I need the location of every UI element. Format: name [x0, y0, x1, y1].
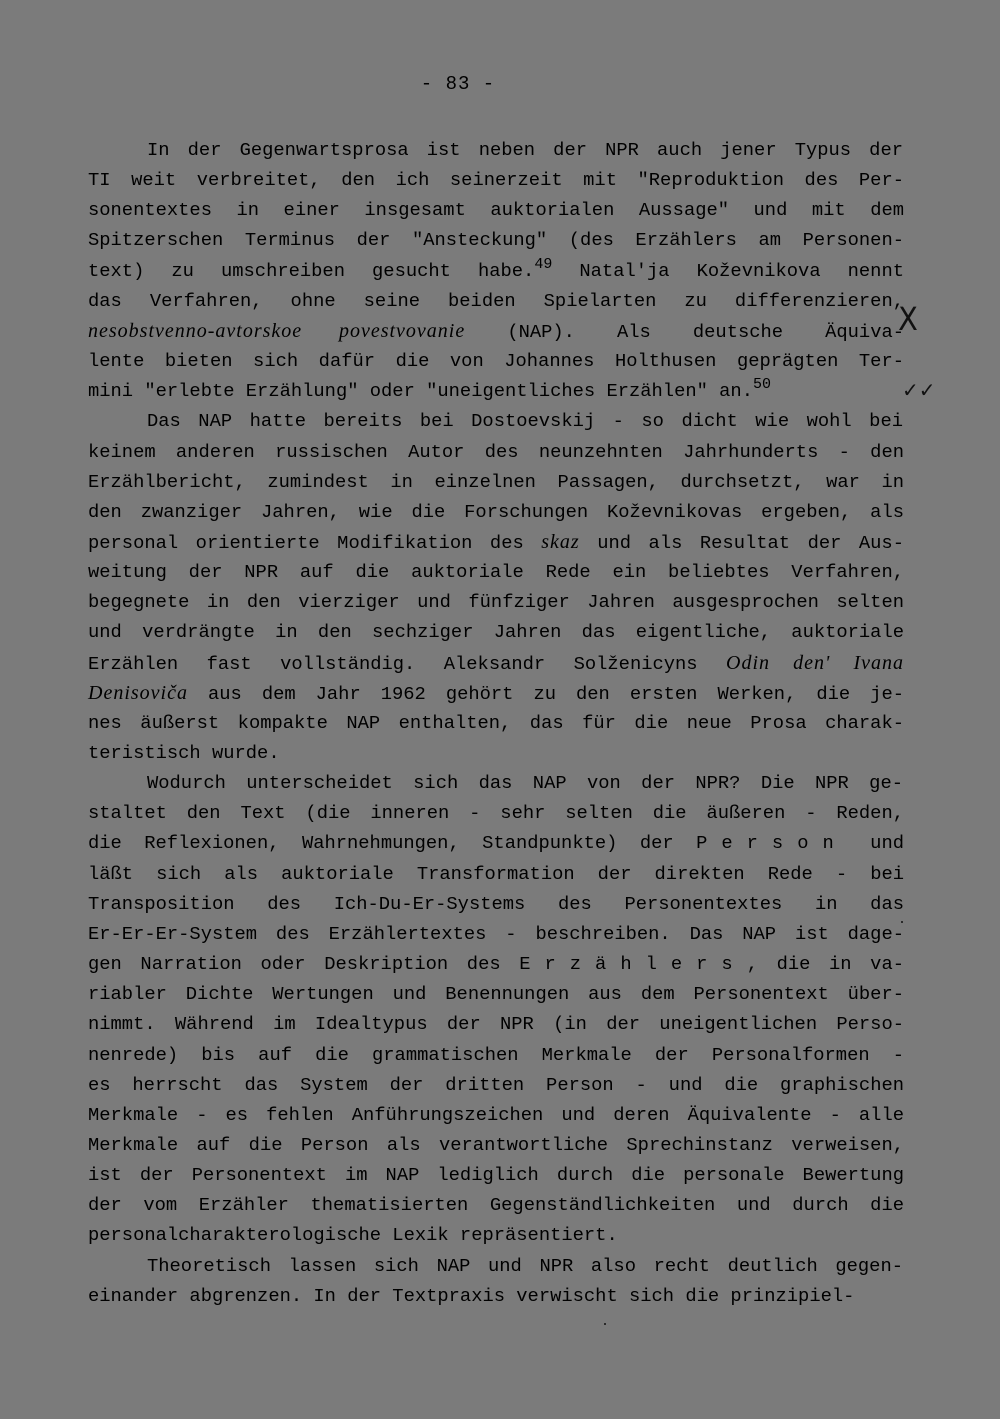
text-line — [88, 587, 904, 617]
text-segment: weitung der NPR auf die auktoriale Rede ein beliebtes Verfahren, — [88, 561, 904, 583]
footnote-ref: 49 — [534, 256, 553, 273]
text-segment: nes äußerst kompakte NAP enthalten, das für die neue Prosa charak- — [88, 712, 904, 734]
text-segment: mini "erlebte Erzählung" oder "uneigentliches Erzählen" an. — [88, 380, 753, 402]
text-segment: Wodurch unterscheidet sich das NAP von der NPR? Die NPR ge- — [147, 772, 903, 794]
text-segment: der vom Erzähler thematisierten Gegenständlichkeiten und durch die — [88, 1194, 904, 1216]
text-line — [88, 256, 904, 286]
text-segment: staltet den Text (die inneren - sehr selten die äußeren - Reden, — [88, 802, 904, 824]
text-segment: gen Narration oder Deskription des — [88, 953, 520, 975]
text-segment: In der Gegenwartsprosa ist neben der NPR auch jener Typus der — [147, 139, 903, 161]
text-line — [88, 346, 904, 376]
text-segment: teristisch wurde. — [88, 742, 280, 764]
text-segment: Er-Er-Er-System des Erzählertextes - beschreiben. Das NAP ist dage- — [88, 923, 904, 945]
text-line — [88, 316, 904, 346]
spaced-emphasis: Erzählers — [519, 953, 747, 975]
text-segment: Erzählen fast vollständig. Aleksandr Solženicyns — [88, 653, 726, 675]
text-line — [88, 949, 904, 979]
text-line — [147, 1251, 903, 1281]
text-segment: Das NAP hatte bereits bei Dostoevskij - so dicht wie wohl bei — [147, 410, 903, 432]
italic-title: Denisoviča — [88, 682, 188, 704]
text-line — [88, 708, 904, 738]
margin-cross-mark: X — [898, 300, 918, 338]
footnote-ref: 50 — [752, 376, 771, 393]
text-segment: sonentextes in einer insgesamt auktorialen Aussage" und mit dem — [88, 199, 904, 221]
text-segment: und als Resultat der Aus- — [579, 532, 904, 554]
text-segment: keinem anderen russischen Autor des neunzehnten Jahrhunderts - den — [88, 441, 904, 463]
text-segment: Erzählbericht, zumindest in einzelnen Passagen, durchsetzt, war in — [88, 471, 904, 493]
text-line — [147, 135, 903, 165]
page-number: - 83 - — [420, 73, 496, 95]
text-line — [88, 919, 904, 949]
text-line — [88, 286, 904, 316]
text-segment: und — [847, 832, 904, 854]
margin-tick-marks: ✓✓ — [902, 378, 936, 402]
text-segment: ist der Personentext im NAP lediglich durch die personale Bewertung — [88, 1164, 904, 1186]
scan-speck — [604, 1323, 606, 1325]
text-segment: aus dem Jahr 1962 gehört zu den ersten Werken, die je- — [187, 683, 904, 705]
text-line — [88, 678, 904, 708]
text-segment: einander abgrenzen. In der Textpraxis verwischt sich die prinzipiel- — [88, 1285, 855, 1307]
text-segment: nenrede) bis auf die grammatischen Merkmale der Personalformen - — [88, 1044, 904, 1066]
text-line — [88, 1100, 904, 1130]
text-segment: Merkmale auf die Person als verantwortliche Sprechinstanz verweisen, — [88, 1134, 904, 1156]
text-line — [88, 195, 904, 225]
text-line — [147, 768, 903, 798]
text-line — [88, 1281, 854, 1311]
text-line — [88, 738, 280, 768]
text-line — [88, 467, 904, 497]
text-line — [88, 1070, 904, 1100]
text-line — [88, 376, 771, 406]
text-segment: (NAP). Als deutsche Äquiva- — [465, 321, 905, 343]
text-segment: Natal'ja Koževnikova nennt — [552, 260, 904, 282]
text-line — [88, 527, 904, 557]
text-line — [88, 225, 904, 255]
text-line — [88, 1190, 904, 1220]
text-segment: Spitzerschen Terminus der "Ansteckung" (des Erzählers am Personen- — [88, 229, 904, 251]
text-segment: nimmt. Während im Idealtypus der NPR (in der uneigentlichen Perso- — [88, 1013, 904, 1035]
text-segment: den zwanziger Jahren, wie die Forschungen Koževnikovas ergeben, als — [88, 501, 904, 523]
italic-title: nesobstvenno-avtorskoe povestvovanie — [88, 320, 466, 342]
text-segment: TI weit verbreitet, den ich seinerzeit mit "Reproduktion des Per- — [88, 169, 904, 191]
spaced-emphasis: Person — [696, 832, 848, 854]
text-line — [88, 1130, 904, 1160]
scan-speck — [901, 921, 903, 923]
text-segment: lente bieten sich dafür die von Johannes Holthusen geprägten Ter- — [88, 350, 904, 372]
text-line — [88, 497, 904, 527]
text-line — [88, 648, 904, 678]
text-line — [147, 406, 903, 436]
text-line — [88, 828, 904, 858]
text-segment: Transposition des Ich-Du-Er-Systems des Personentextes in das — [88, 893, 904, 915]
text-line — [88, 889, 904, 919]
text-line — [88, 1009, 904, 1039]
text-segment: und verdrängte in den sechziger Jahren das eigentliche, auktoriale — [88, 621, 904, 643]
text-line — [88, 1040, 904, 1070]
text-segment: Theoretisch lassen sich NAP und NPR also recht deutlich gegen- — [147, 1255, 903, 1277]
text-line — [88, 979, 904, 1009]
text-segment: , die in va- — [746, 953, 904, 975]
text-segment: text) zu umschreiben gesucht habe. — [88, 260, 535, 282]
text-segment: Merkmale - es fehlen Anführungszeichen und deren Äquivalente - alle — [88, 1104, 904, 1126]
italic-title: Odin den' Ivana — [726, 652, 904, 674]
text-segment: das Verfahren, ohne seine beiden Spielarten zu differenzieren, — [88, 290, 904, 312]
text-segment: läßt sich als auktoriale Transformation der direkten Rede - bei — [88, 863, 904, 885]
text-segment: die Reflexionen, Wahrnehmungen, Standpunkte) der — [88, 832, 697, 854]
text-line — [88, 1160, 904, 1190]
text-line — [88, 617, 904, 647]
text-segment: riabler Dichte Wertungen und Benennungen aus dem Personentext über- — [88, 983, 904, 1005]
text-line — [88, 859, 904, 889]
text-line — [88, 557, 904, 587]
text-line — [88, 437, 904, 467]
text-line — [88, 798, 904, 828]
text-segment: begegnete in den vierziger und fünfziger Jahren ausgesprochen selten — [88, 591, 904, 613]
text-segment: es herrscht das System der dritten Person - und die graphischen — [88, 1074, 904, 1096]
text-line — [88, 1220, 618, 1250]
italic-title: skaz — [541, 531, 580, 553]
text-segment: personal orientierte Modifikation des — [88, 532, 542, 554]
text-segment: personalcharakterologische Lexik repräsentiert. — [88, 1224, 618, 1246]
text-line — [88, 165, 904, 195]
